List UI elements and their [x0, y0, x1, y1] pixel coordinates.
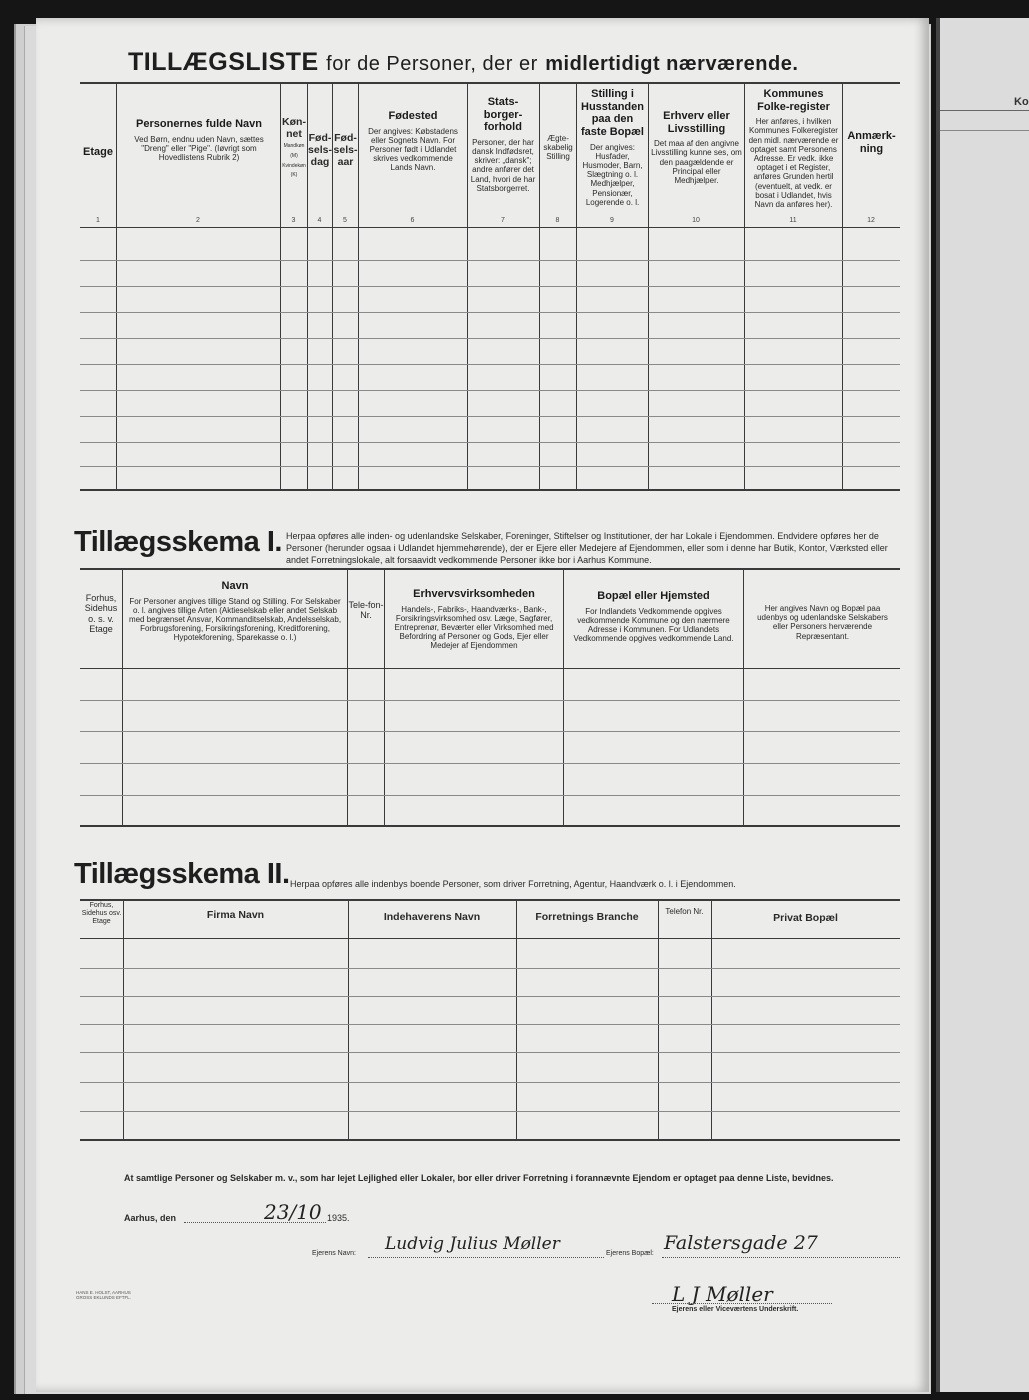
form-page — [36, 18, 929, 1392]
owner-address-label: Ejerens Bopæl: — [606, 1250, 654, 1257]
col-etage-header: Etage — [83, 146, 113, 158]
skema2-title: Tillægsskema II. — [74, 858, 290, 890]
skema2-description: Herpaa opføres alle indenbys boende Personer, som driver Forretning, Agentur, Haandværk o. l. i Ejendommen. — [290, 879, 736, 889]
facing-page-fragment: Ko — [1014, 96, 1029, 108]
skema1-col-telefon-header: Tele-fon-Nr. — [348, 600, 384, 621]
skema1-col-etage-header: Forhus, Sidehus o. s. v. Etage — [84, 593, 118, 635]
skema2-col-indehaver-header: Indehaverens Navn — [383, 911, 481, 923]
date-handwritten: 23/10 — [264, 1200, 322, 1224]
signature-label: Ejerens eller Viceværtens Underskrift. — [672, 1306, 799, 1313]
owner-name-label: Ejerens Navn: — [312, 1250, 356, 1257]
col-fodselsdag-header: Fød-sels-dag — [308, 132, 332, 169]
col-number: 1 — [96, 217, 100, 224]
col-number: 3 — [291, 217, 296, 224]
col-number: 12 — [867, 217, 875, 224]
list-title-mid: for de Personer, der er — [326, 53, 538, 75]
skema2-col-firma-header: Firma Navn — [206, 909, 265, 921]
col-aegteskabelig-header: Ægte-skabelig Stilling — [543, 134, 573, 162]
list-title-end: midlertidigt nærværende. — [545, 53, 799, 75]
attestation-statement: At samtlige Personer og Selskaber m. v., som har lejet Lejlighed eller Lokaler, bor eller driver Forretning i forannævnte Ejendom er optaget paa denne Liste, bevidnes. — [124, 1173, 834, 1183]
owner-name-line — [368, 1257, 604, 1258]
skema1-col-erhverv-header: Erhvervsvirksomheden Handels-, Fabriks-, Haandværks-, Bank-, Forsikringsvirksomhed osv. Læge, Sagfører, Entreprenør, Beværter eller Virksomhed med Befordring af Personer og Gods, Ejer eller Medejer af Ejendommen — [394, 588, 554, 651]
year: 1935. — [327, 1213, 350, 1223]
col-number: 9 — [610, 217, 614, 224]
skema2-col-bopael-header: Privat Bopæl — [773, 912, 838, 924]
owner-address-line — [662, 1257, 900, 1258]
col-number: 5 — [343, 217, 347, 224]
signature-line — [652, 1303, 832, 1304]
signature-handwritten: L J Møller — [672, 1282, 773, 1306]
list-title-main: TILLÆGSLISTE — [128, 48, 319, 76]
col-number: 8 — [555, 217, 560, 224]
facing-page — [936, 18, 1029, 1392]
col-number: 7 — [501, 217, 505, 224]
skema2-col-branche-header: Forretnings Branche — [535, 911, 639, 923]
col-folkeregister-header: Kommunes Folke-register Her anføres, i hvilken Kommunes Folkeregister den midl. nærværende er optaget samt Personens Adresse. Er vedk. ikke optaget i et Register, anføres Grunden hertil (eventuelt, at vedk. er bosat i Udlandet, hvis Navn da anføres her). — [748, 88, 839, 209]
city-label: Aarhus, den — [124, 1213, 177, 1223]
col-kon-header: Køn-net Mandkøn (M) Kvindekøn (K) — [282, 116, 306, 179]
printer-imprint: HANS E. HOLST, AARHUS GROSS EKLUNDS EFTFL. — [76, 1290, 132, 1301]
skema1-col-navn-header: Navn For Personer angives tillige Stand og Stilling. For Selskaber o. l. angives tillige Arten (Aktieselskab eller andet Selskab med begrænset Ansvar, Kommanditselskab, Andelsselskab, Forbrugsforening, Forsikringsforening, Kreditforening, Hypotekforening, Sparekasse o. l.) — [128, 580, 342, 643]
col-number: 4 — [317, 217, 322, 224]
col-number: 6 — [410, 217, 415, 224]
col-number: 11 — [789, 217, 797, 224]
col-number: 2 — [196, 217, 200, 224]
owner-name-handwritten: Ludvig Julius Møller — [385, 1234, 560, 1254]
col-number: 10 — [692, 217, 700, 224]
col-name-header: Personernes fulde Navn Ved Børn, endnu uden Navn, sættes "Dreng" eller "Pige". (Iøvrigt som Hovedlistens Rubrik 2) — [134, 118, 264, 163]
col-husstand-header: Stilling i Husstanden paa den faste Bopæl Der angives: Husfader, Husmoder, Barn, Slægtning o. l. Medhjælper, Pensionær, Logerende o. l. — [581, 88, 644, 207]
list-title — [128, 48, 798, 77]
col-erhverv-header: Erhverv eller Livsstilling Det maa af den angivne Livsstilling kunne ses, om den paagældende er Principal eller Medhjælper. — [651, 110, 742, 186]
owner-address-handwritten: Falstersgade 27 — [664, 1232, 818, 1254]
skema1-title: Tillægsskema I. — [74, 526, 282, 558]
skema1-description: Herpaa opføres alle inden- og udenlandske Selskaber, Foreninger, Stiftelser og Institutioner, der har Lokale i Ejendommen. Endvidere opføres her de Personer (herunder ogsaa i Udlandet hjemmehørende), der er Ejere eller Medejere af Ejendommen, eller som i denne har Butik, Kontor, Værksted eller andet Forretningslokale, alt forsaavidt vedkommende Personer ikke bor i Aarhus Kommune. — [286, 531, 888, 566]
col-fodested-header: Fødested Der angives: Købstadens eller Sognets Navn. For Personer født i Udlandet skrives vedkommende Lands Navn. — [368, 110, 458, 173]
skema2-col-etage-header: Forhus, Sidehus osv. Etage — [81, 902, 122, 926]
col-anmaerkning-header: Anmærk-ning — [847, 130, 896, 155]
col-fodselsaar-header: Fød-sels-aar — [333, 132, 358, 169]
skema1-col-repraesentant-header: Her angives Navn og Bopæl paa udenbys og udenlandske Selskabers eller Personers herværende Repræsentant. — [757, 604, 888, 641]
col-statsborger-header: Stats-borger-forhold Personer, der har dansk Indfødsret, skriver: „dansk"; andre anfører det Land, hvori de har Statsborgerret. — [470, 96, 536, 193]
skema2-col-telefon-header: Telefon Nr. — [665, 907, 704, 916]
skema1-col-bopael-header: Bopæl eller Hjemsted For Indlandets Vedkommende opgives vedkommende Kommune og den nærmere Adresse i Kommunen. For Udlandets Vedkommende opgives vedkommende Land. — [573, 590, 734, 644]
